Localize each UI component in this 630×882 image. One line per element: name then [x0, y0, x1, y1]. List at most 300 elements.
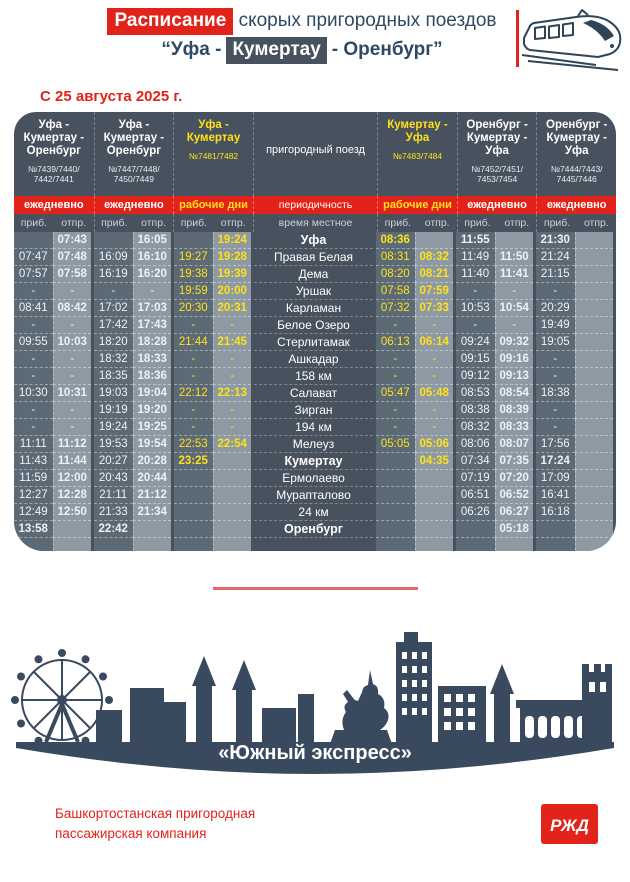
depart-label: отпр.: [583, 217, 609, 229]
time-cell: 08:06: [456, 436, 495, 453]
time-cell: [14, 232, 53, 249]
train-cell-group: [174, 351, 251, 368]
time-cell: 12:27: [14, 487, 53, 504]
train-cell-group: [94, 419, 171, 436]
train-cell-group: [456, 402, 533, 419]
station-cell: 194 км: [254, 419, 373, 436]
time-cell: 17:24: [536, 453, 575, 470]
train-route-label: Оренбург - Кумертау - Уфа: [466, 119, 528, 157]
arrive-label: приб.: [180, 217, 208, 229]
train-cell-group: [536, 300, 613, 317]
time-cell: -: [14, 402, 53, 419]
train-cell-group: [536, 436, 613, 453]
time-cell: -: [174, 317, 213, 334]
time-cell: 19:20: [133, 402, 172, 419]
time-cell: -: [174, 351, 213, 368]
time-cell: 20:31: [213, 300, 252, 317]
train-cell-group: [94, 266, 171, 283]
station-cell: Карламан: [254, 300, 373, 317]
periodicity-label: периодичность: [253, 196, 377, 214]
time-cell: [415, 487, 454, 504]
time-cell: 18:28: [133, 334, 172, 351]
table-row: [14, 266, 616, 283]
time-cell: 22:53: [174, 436, 213, 453]
time-cell: 06:27: [495, 504, 534, 521]
time-cell: 19:03: [94, 385, 133, 402]
train-cell-group: [94, 249, 171, 266]
train-number-label: №7439/7440/ 7442/7441: [27, 164, 80, 184]
time-cell: 16:09: [94, 249, 133, 266]
time-cell: -: [376, 419, 415, 436]
time-cell: -: [415, 351, 454, 368]
time-cell: -: [53, 402, 92, 419]
time-cell: -: [456, 317, 495, 334]
train-cell-group: [376, 419, 453, 436]
time-cell: 21:15: [536, 266, 575, 283]
time-cell: 11:50: [495, 249, 534, 266]
time-cell: [174, 232, 213, 249]
time-cell: 19:59: [174, 283, 213, 300]
train-cell-group: [456, 504, 533, 521]
train-cell-group: [94, 402, 171, 419]
time-cell: 07:59: [415, 283, 454, 300]
time-cell: [213, 487, 252, 504]
subtitle-prefix: “Уфа -: [161, 39, 222, 60]
arr-dep-subheader: [536, 214, 616, 232]
time-cell: 10:31: [53, 385, 92, 402]
time-cell: [376, 487, 415, 504]
train-cell-group: [536, 283, 613, 300]
time-cell: [536, 521, 575, 538]
time-cell: [174, 470, 213, 487]
time-cell: 07:47: [14, 249, 53, 266]
time-cell: 11:49: [456, 249, 495, 266]
header-divider: [516, 10, 519, 67]
time-cell: 21:34: [133, 504, 172, 521]
train-cell-group: [14, 232, 91, 249]
table-row: [14, 368, 616, 385]
time-cell: 07:33: [415, 300, 454, 317]
subtitle-suffix: - Оренбург”: [331, 39, 443, 60]
masthead: [0, 0, 630, 78]
time-cell: 11:44: [53, 453, 92, 470]
train-cell-group: [174, 249, 251, 266]
train-cell-group: [376, 402, 453, 419]
time-cell: 11:59: [14, 470, 53, 487]
time-cell: 07:58: [376, 283, 415, 300]
time-cell: -: [53, 317, 92, 334]
train-cell-group: [174, 266, 251, 283]
station-cell: Мелеуз: [254, 436, 373, 453]
train-cell-group: [174, 453, 251, 470]
time-cell: [575, 317, 614, 334]
time-cell: [53, 521, 92, 538]
train-cell-group: [376, 368, 453, 385]
time-cell: 08:32: [415, 249, 454, 266]
time-cell: [575, 249, 614, 266]
time-cell: 07:20: [495, 470, 534, 487]
train-cell-group: [536, 249, 613, 266]
time-cell: 12:49: [14, 504, 53, 521]
time-cell: [575, 266, 614, 283]
train-column-header: [173, 112, 253, 196]
time-cell: 22:54: [213, 436, 252, 453]
time-cell: 19:38: [174, 266, 213, 283]
train-cell-group: [536, 453, 613, 470]
time-cell: 11:55: [456, 232, 495, 249]
train-cell-group: [536, 334, 613, 351]
time-cell: 08:32: [456, 419, 495, 436]
train-cell-group: [456, 351, 533, 368]
time-cell: 20:29: [536, 300, 575, 317]
time-cell: 09:12: [456, 368, 495, 385]
time-cell: 06:26: [456, 504, 495, 521]
table-row: [14, 300, 616, 317]
train-number-label: №7447/7448/ 7450/7449: [108, 164, 160, 184]
depart-label: отпр.: [141, 217, 166, 229]
time-cell: 20:00: [213, 283, 252, 300]
table-row: [14, 436, 616, 453]
train-cell-group: [376, 300, 453, 317]
arrive-label: приб.: [101, 217, 128, 229]
time-cell: 11:12: [53, 436, 92, 453]
train-cell-group: [536, 317, 613, 334]
time-cell: 10:30: [14, 385, 53, 402]
train-cell-group: [174, 487, 251, 504]
time-cell: 08:38: [456, 402, 495, 419]
train-cell-group: [94, 521, 171, 538]
time-cell: -: [213, 317, 252, 334]
train-cell-group: [536, 521, 613, 538]
time-cell: 04:35: [415, 453, 454, 470]
time-cell: 08:53: [456, 385, 495, 402]
train-cell-group: [536, 266, 613, 283]
time-cell: [575, 521, 614, 538]
time-cell: 12:00: [53, 470, 92, 487]
time-cell: 20:43: [94, 470, 133, 487]
time-cell: [376, 521, 415, 538]
time-cell: 05:47: [376, 385, 415, 402]
time-cell: 17:03: [133, 300, 172, 317]
time-cell: [575, 470, 614, 487]
time-cell: 09:15: [456, 351, 495, 368]
train-cell-group: [456, 283, 533, 300]
title-line-2: [92, 37, 512, 64]
time-cell: [575, 453, 614, 470]
depart-label: отпр.: [424, 217, 450, 229]
time-cell: 16:05: [133, 232, 172, 249]
time-cell: -: [376, 351, 415, 368]
train-cell-group: [536, 351, 613, 368]
station-cell: Уршак: [254, 283, 373, 300]
arrive-label: приб.: [384, 217, 411, 229]
time-cell: 08:07: [495, 436, 534, 453]
time-cell: -: [94, 283, 133, 300]
title-line-1: [92, 8, 512, 35]
depart-label: отпр.: [504, 217, 530, 229]
depart-label: отпр.: [61, 217, 87, 229]
time-cell: -: [376, 402, 415, 419]
station-cell: Белое Озеро: [254, 317, 373, 334]
time-cell: -: [415, 402, 454, 419]
subtitle-badge: Кумертау: [226, 37, 326, 64]
schedule-label: ежедневно: [536, 196, 616, 214]
table-row: [14, 249, 616, 266]
time-cell: [376, 470, 415, 487]
time-cell: -: [536, 402, 575, 419]
station-cell: Оренбург: [254, 521, 373, 538]
time-cell: 16:41: [536, 487, 575, 504]
train-cell-group: [456, 487, 533, 504]
time-cell: 07:35: [495, 453, 534, 470]
time-cell: -: [415, 419, 454, 436]
title-badge: Расписание: [107, 8, 233, 35]
time-cell: [456, 521, 495, 538]
train-cell-group: [376, 351, 453, 368]
time-cell: 10:54: [495, 300, 534, 317]
time-cell: -: [14, 351, 53, 368]
rzd-logo: [541, 804, 598, 844]
train-cell-group: [456, 436, 533, 453]
train-cell-group: [536, 504, 613, 521]
train-cell-group: [456, 249, 533, 266]
company-line-1: Башкортостанская пригородная: [55, 806, 256, 821]
time-cell: -: [376, 368, 415, 385]
time-cell: -: [495, 317, 534, 334]
train-cell-group: [14, 453, 91, 470]
station-column-header: пригородный поезд: [253, 112, 377, 196]
train-cell-group: [456, 300, 533, 317]
train-cell-group: [536, 470, 613, 487]
time-cell: -: [53, 419, 92, 436]
table-bottom-filler: [14, 538, 616, 551]
time-cell: -: [213, 368, 252, 385]
time-cell: [415, 521, 454, 538]
time-cell: [133, 521, 172, 538]
depart-label: отпр.: [220, 217, 246, 229]
time-cell: 12:28: [53, 487, 92, 504]
arr-dep-subheader: [457, 214, 537, 232]
time-cell: [495, 232, 534, 249]
time-cell: 20:28: [133, 453, 172, 470]
time-cell: -: [415, 317, 454, 334]
train-cell-group: [376, 385, 453, 402]
train-cell-group: [14, 266, 91, 283]
train-cell-group: [376, 521, 453, 538]
time-cell: [575, 232, 614, 249]
time-cell: -: [536, 419, 575, 436]
table-row: [14, 419, 616, 436]
time-cell: 08:42: [53, 300, 92, 317]
station-cell: Ашкадар: [254, 351, 373, 368]
table-row: [14, 487, 616, 504]
train-cell-group: [14, 419, 91, 436]
train-cell-group: [14, 521, 91, 538]
time-cell: 18:33: [133, 351, 172, 368]
train-cell-group: [536, 368, 613, 385]
time-cell: -: [415, 368, 454, 385]
time-cell: 08:36: [376, 232, 415, 249]
train-cell-group: [94, 317, 171, 334]
effective-date: С 25 августа 2025 г.: [40, 88, 183, 105]
time-cell: -: [14, 283, 53, 300]
train-route-label: Уфа - Кумертау - Оренбург: [23, 119, 85, 157]
time-cell: 19:27: [174, 249, 213, 266]
time-cell: 19:24: [213, 232, 252, 249]
schedule-label: ежедневно: [457, 196, 537, 214]
time-cell: -: [536, 368, 575, 385]
time-cell: 13:58: [14, 521, 53, 538]
station-cell: Салават: [254, 385, 373, 402]
train-cell-group: [174, 436, 251, 453]
arr-dep-subheader: [173, 214, 253, 232]
time-cell: [415, 504, 454, 521]
schedule-label: ежедневно: [23, 199, 84, 211]
time-cell: 08:41: [14, 300, 53, 317]
time-cell: 20:27: [94, 453, 133, 470]
time-cell: -: [53, 368, 92, 385]
train-cell-group: [94, 487, 171, 504]
train-route-label: Оренбург - Кумертау - Уфа: [546, 119, 608, 157]
time-cell: -: [213, 419, 252, 436]
time-cell: [575, 487, 614, 504]
time-cell: 18:20: [94, 334, 133, 351]
time-cell: 19:49: [536, 317, 575, 334]
table-row: [14, 317, 616, 334]
time-cell: -: [133, 283, 172, 300]
train-cell-group: [14, 436, 91, 453]
time-cell: [415, 232, 454, 249]
train-cell-group: [94, 385, 171, 402]
train-cell-group: [456, 334, 533, 351]
train-cell-group: [14, 385, 91, 402]
station-cell: Кумертау: [254, 453, 373, 470]
train-cell-group: [14, 351, 91, 368]
time-cell: -: [495, 283, 534, 300]
train-cell-group: [376, 232, 453, 249]
table-row: [14, 351, 616, 368]
time-cell: [575, 436, 614, 453]
train-cell-group: [14, 334, 91, 351]
time-cell: 09:24: [456, 334, 495, 351]
station-cell: Стерлитамак: [254, 334, 373, 351]
time-cell: -: [174, 402, 213, 419]
train-cell-group: [94, 232, 171, 249]
train-cell-group: [536, 487, 613, 504]
table-row: [14, 232, 616, 249]
time-cell: [415, 470, 454, 487]
train-cell-group: [376, 334, 453, 351]
station-cell: Мурапталово: [254, 487, 373, 504]
time-cell: 21:45: [213, 334, 252, 351]
train-illustration-icon: [520, 4, 626, 72]
time-cell: 05:18: [495, 521, 534, 538]
train-cell-group: [456, 470, 533, 487]
time-cell: -: [14, 419, 53, 436]
station-cell: Дема: [254, 266, 373, 283]
company-line-2: пассажирская компания: [55, 826, 207, 842]
time-cell: [575, 300, 614, 317]
time-cell: [575, 334, 614, 351]
time-cell: 19:05: [536, 334, 575, 351]
train-cell-group: [174, 470, 251, 487]
train-cell-group: [536, 385, 613, 402]
station-cell: Ермолаево: [254, 470, 373, 487]
time-cell: 19:54: [133, 436, 172, 453]
time-cell: -: [14, 368, 53, 385]
decorative-red-line: [213, 587, 418, 590]
footer: [0, 774, 630, 845]
train-cell-group: [94, 283, 171, 300]
time-cell: -: [456, 283, 495, 300]
train-cell-group: [94, 453, 171, 470]
time-cell: [575, 283, 614, 300]
time-cell: 22:42: [94, 521, 133, 538]
time-cell: 07:43: [53, 232, 92, 249]
time-cell: 11:40: [456, 266, 495, 283]
train-cell-group: [14, 300, 91, 317]
train-number-label: №7481/7482: [188, 151, 239, 161]
time-cell: 19:25: [133, 419, 172, 436]
time-cell: 17:43: [133, 317, 172, 334]
train-cell-group: [14, 470, 91, 487]
train-cell-group: [174, 419, 251, 436]
time-cell: 19:04: [133, 385, 172, 402]
time-cell: 21:44: [174, 334, 213, 351]
train-cell-group: [14, 317, 91, 334]
time-cell: 05:05: [376, 436, 415, 453]
time-cell: 09:13: [495, 368, 534, 385]
table-row: [14, 334, 616, 351]
station-cell: 158 км: [254, 368, 373, 385]
time-cell: 21:30: [536, 232, 575, 249]
time-cell: [575, 385, 614, 402]
time-cell: 10:53: [456, 300, 495, 317]
time-cell: 16:20: [133, 266, 172, 283]
train-cell-group: [376, 504, 453, 521]
banner-title: «Южный экспресс»: [218, 742, 412, 764]
train-cell-group: [14, 402, 91, 419]
time-cell: 16:10: [133, 249, 172, 266]
train-cell-group: [14, 368, 91, 385]
time-cell: 22:12: [174, 385, 213, 402]
station-cell: Правая Белая: [254, 249, 373, 266]
schedule-label: рабочие дни: [173, 196, 253, 214]
station-cell: 24 км: [254, 504, 373, 521]
time-cell: 16:19: [94, 266, 133, 283]
time-cell: [213, 453, 252, 470]
train-cell-group: [376, 249, 453, 266]
time-cell: 17:42: [94, 317, 133, 334]
time-cell: 08:20: [376, 266, 415, 283]
time-cell: -: [53, 283, 92, 300]
train-column-header: [14, 112, 94, 196]
time-cell: [575, 368, 614, 385]
time-cell: 23:25: [174, 453, 213, 470]
time-cell: 09:32: [495, 334, 534, 351]
time-cell: [376, 453, 415, 470]
time-cell: -: [536, 283, 575, 300]
train-cell-group: [94, 368, 171, 385]
time-cell: 11:41: [495, 266, 534, 283]
time-cell: 07:19: [456, 470, 495, 487]
time-cell: 20:44: [133, 470, 172, 487]
time-cell: 11:11: [14, 436, 53, 453]
time-cell: 19:53: [94, 436, 133, 453]
time-cell: 08:33: [495, 419, 534, 436]
time-cell: 17:09: [536, 470, 575, 487]
time-cell: 09:55: [14, 334, 53, 351]
